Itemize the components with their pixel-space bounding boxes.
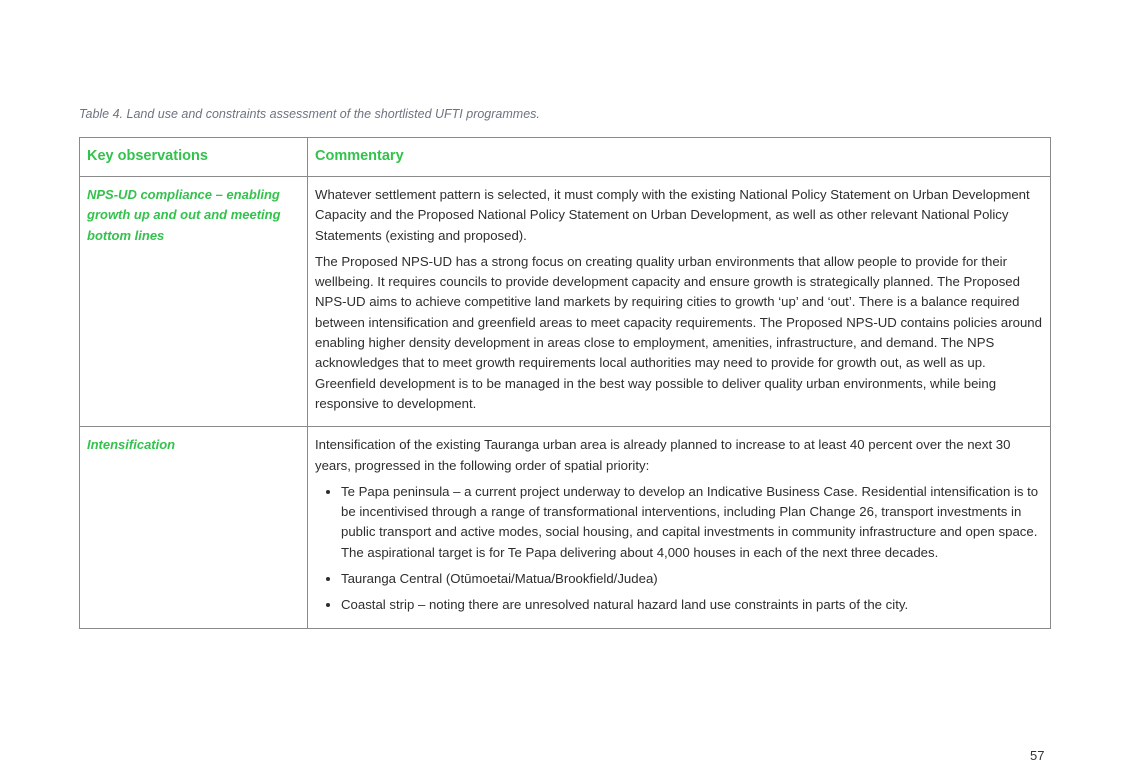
table-row xyxy=(80,177,1051,427)
commentary-paragraph: Whatever settlement pattern is selected, it must comply with the existing National Policy Statement on Urban Development Capacity and the Proposed National Policy Statement on Urban Development, as well as other relevant National Policy Statements (existing and proposed). xyxy=(315,187,1030,243)
row-commentary xyxy=(308,427,1051,628)
header-commentary: Commentary xyxy=(308,138,1051,177)
page-number: 57 xyxy=(1030,748,1045,763)
land-use-constraints-table xyxy=(79,137,1051,629)
table-caption: Table 4. Land use and constraints assessment of the shortlisted UFTI programmes. xyxy=(79,107,540,121)
row-commentary xyxy=(308,177,1051,427)
list-item: • Tauranga Central (Otūmoetai/Matua/Brookfield/Judea) xyxy=(341,569,1043,589)
priority-list xyxy=(315,482,1043,616)
header-key-observations: Key observations xyxy=(80,138,308,177)
row-key-observation: Intensification xyxy=(80,427,308,628)
row-key-observation: NPS-UD compliance – enabling growth up and out and meeting bottom lines xyxy=(80,177,308,427)
commentary-paragraph: The Proposed NPS-UD has a strong focus on creating quality urban environments that allow people to provide for their wellbeing. It requires councils to provide development capacity and ensure growth is strategically planned. The Proposed NPS-UD aims to achieve competitive land markets by requiring cities to growth ‘up’ and ‘out’. There is a balance required between intensification and greenfield areas to meet capacity requirements. The Proposed NPS-UD contains policies around enabling higher density development in areas close to employment, amenities, infrastructure, and demand. The NPS acknowledges that to meet growth requirements local authorities may need to provide for growth out, as well as up. Greenfield development is to be managed in the best way possible to deliver quality urban environments, while being responsive to development. xyxy=(315,253,1042,411)
table-row xyxy=(80,427,1051,628)
list-item: • Coastal strip – noting there are unresolved natural hazard land use constraints in parts of the city. xyxy=(341,595,1043,615)
table-header-row xyxy=(80,138,1051,177)
list-item: • Te Papa peninsula – a current project underway to develop an Indicative Business Case. Residential intensification is to be incentivised through a range of transformational interventions, including Plan Change 26, transport investments in public transport and active modes, social housing, and capital investments in community infrastructure and open space. The aspirational target is for Te Papa delivering about 4,000 houses in each of the next three decades. xyxy=(341,482,1043,563)
commentary-paragraph: Intensification of the existing Tauranga urban area is already planned to increase to at least 40 percent over the next 30 years, progressed in the following order of spatial priority: xyxy=(315,437,1011,473)
